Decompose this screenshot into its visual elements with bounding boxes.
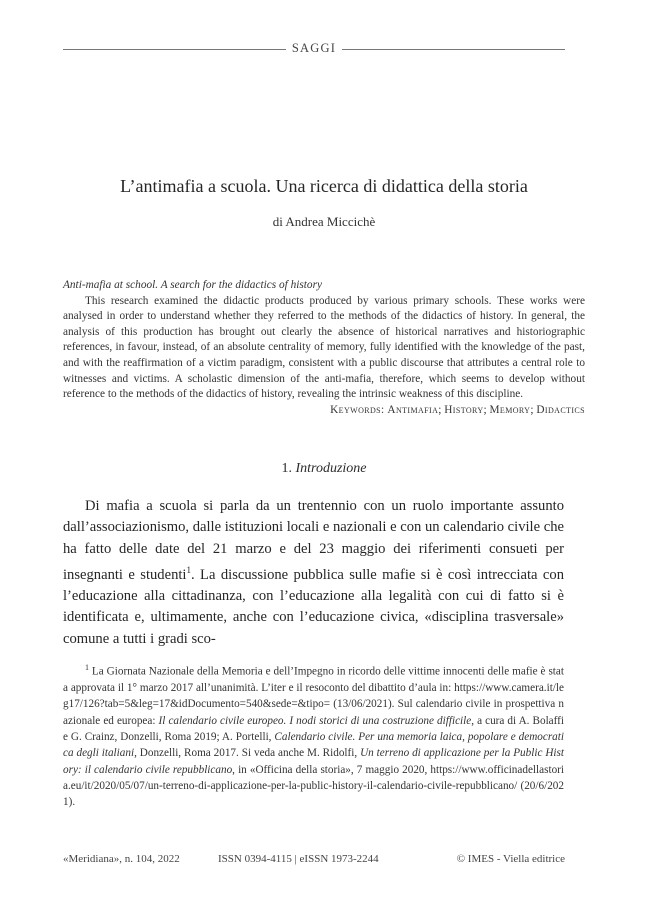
running-head [63, 38, 565, 58]
footer-issn: ISSN 0394-4115 | eISSN 1973-2244 [218, 853, 379, 865]
article-author: di Andrea Miccichè [272, 214, 376, 229]
keyword: Memory [489, 403, 531, 416]
footnote-text: , in «Officina della storia», 7 maggio 2020, https://www.officinadellastoria.eu/it/2020/05/07/un-terreno-di-applicazione-per-la-public-history-il-calendario-civile-repubblicano/ (20/6/2021). [63, 763, 564, 809]
footnote-number: 1 [85, 663, 89, 672]
abstract-text: This research examined the didactic products produced by various primary schools. These works were analysed in order to understand whether they referred to the methods of the didactics of history. In general, the analysis of this production has brought out clearly the absence of historical narratives and historiographic references, in favour, instead, of an absolute centrality of memory, fully identified with the knowledge of the past, and with the reaffirmation of a victim paradigm, consistent with a public discourse that attributes a central role to witnesses and victims. A scholastic dimension of the anti-mafia, therefore, which seems to develop without reference to the methods of the didactics of history, revealing the intrinsic weakness of this discipline. [63, 294, 585, 401]
footnote-article-title: Un terreno di applicazione per la Public History: il calendario civile repubblicano [63, 747, 564, 776]
section-number: 1. [281, 461, 292, 476]
body-text-part2: . La discussione pubblica sulle mafie si è così intrecciata con l’educazione alla cittadinanza, con l’educazione alla legalità con cui di fatto si è identificata e, ultimamente, anche con l’educazione civica, «disciplina trasversale» comune a tutti i gradi sco- [63, 566, 564, 647]
section-heading [63, 461, 585, 477]
keywords-label: Keywords: [330, 403, 385, 416]
abstract-block [63, 278, 585, 418]
footnote-reference[interactable]: 1 [186, 564, 191, 575]
running-head-rule-right [342, 49, 565, 50]
abstract-title-en: Anti-mafia at school. A search for the didactics of history [63, 279, 322, 291]
footnote-book-title: Calendario civile. Per una memoria laica, popolare e democratica degli italiani [63, 730, 564, 760]
footnote-book-title: Il calendario civile europeo. I nodi storici di una costruzione difficile [158, 714, 472, 727]
keyword: Didactics [536, 403, 585, 416]
footer-journal: «Meridiana», n. 104, 2022 [63, 853, 180, 865]
footnote-text: , a cura di A. Bolaffi e G. Crainz, Donzelli, Roma 2019; A. Portelli, [63, 714, 565, 743]
section-title: Introduzione [295, 461, 367, 476]
footer-publisher: © IMES - Viella editrice [456, 853, 565, 865]
body-paragraph [63, 496, 564, 650]
running-head-label: SAGGI [291, 40, 337, 55]
keyword: Antimafia [387, 403, 439, 416]
keyword: History [444, 403, 484, 416]
article-title: L’antimafia a scuola. Una ricerca di didattica della storia [120, 176, 528, 196]
running-head-rule-left [63, 49, 286, 50]
footnote-text: La Giornata Nazionale della Memoria e dell’Impegno in ricordo delle vittime innocenti delle mafie è stata approvata il 1° marzo 2017 all’unanimità. L’iter e il resoconto del dibattito d’aula in: https://www.camera.it/leg17/126?tab=5&leg=17&idDocumento=540&sede=&tipo= (13/06/2021). Sul calendario civile in prospettiva nazionale ed europea: [63, 665, 564, 727]
keywords-line: Keywords: Antimafia; History; Memory; Didactics [330, 403, 585, 416]
footnote-text: , Donzelli, Roma 2017. Si veda anche M. Ridolfi, [134, 747, 361, 760]
footnote [63, 660, 564, 810]
body-text-part1: Di mafia a scuola si parla da un trentennio con un ruolo importante assunto dall’associazionismo, dalle istituzioni locali e nazionali e con un calendario civile che ha fatto delle date del 21 marzo e del 23 maggio dei riferimenti consueti per insegnanti e studenti [63, 498, 564, 583]
